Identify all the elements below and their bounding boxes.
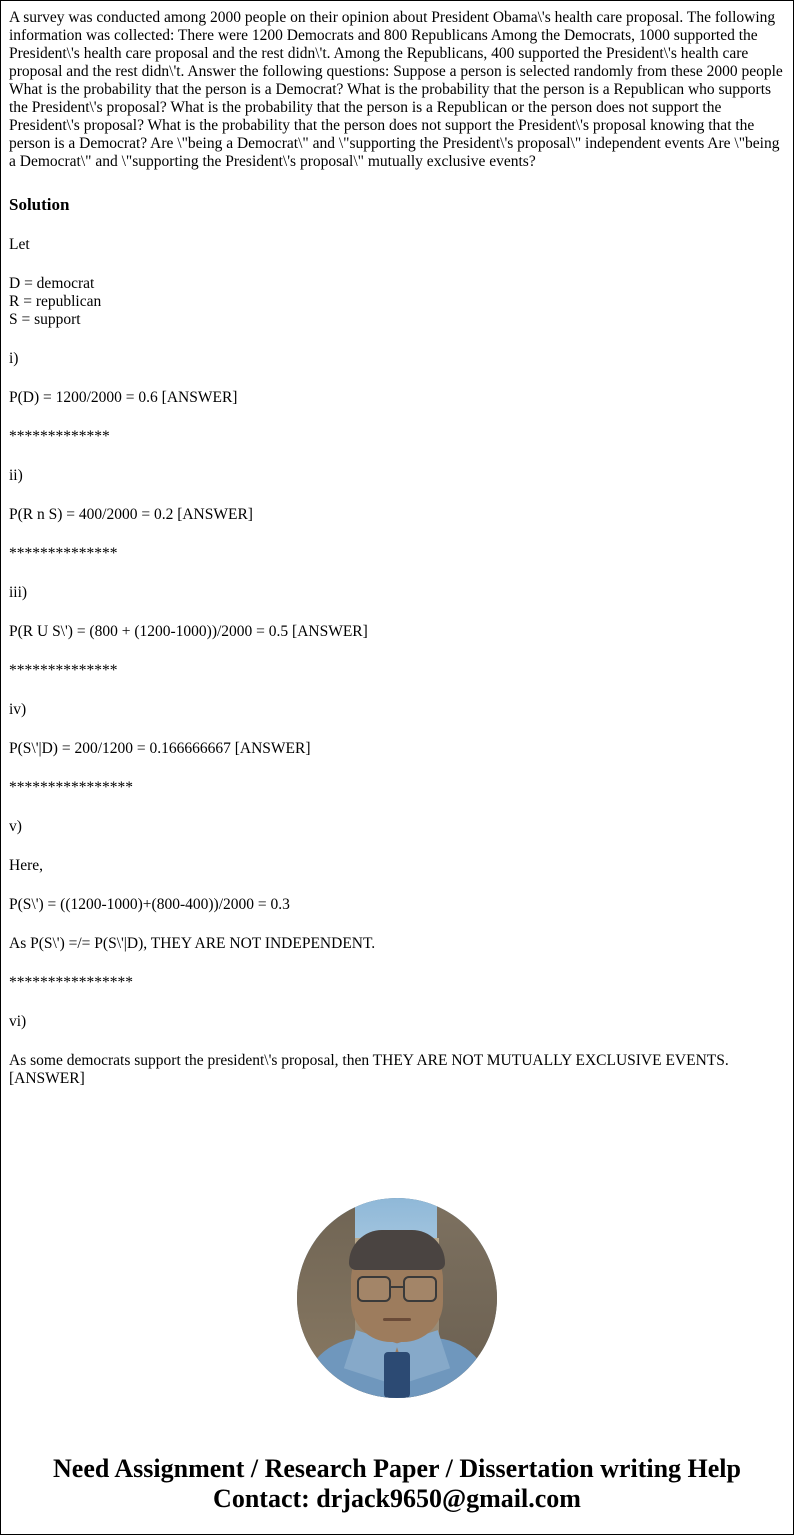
avatar bbox=[297, 1198, 497, 1398]
avatar-mouth bbox=[383, 1318, 411, 1321]
solution-heading: Solution bbox=[9, 195, 70, 214]
step-ii-separator: ************** bbox=[9, 545, 118, 562]
definition-r: R = republican bbox=[9, 293, 102, 310]
variable-definitions bbox=[9, 275, 785, 329]
step-vi-line2: [ANSWER] bbox=[9, 1070, 85, 1087]
footer-line-2: Contact: drjack9650@gmail.com bbox=[213, 1484, 581, 1513]
step-iii-number: iii) bbox=[9, 584, 28, 601]
avatar-glasses-right bbox=[403, 1276, 437, 1302]
avatar-glasses-left bbox=[357, 1276, 391, 1302]
avatar-hair bbox=[349, 1230, 445, 1270]
step-v-number: v) bbox=[9, 818, 22, 835]
step-ii-body: P(R n S) = 400/2000 = 0.2 [ANSWER] bbox=[9, 506, 253, 523]
let-label: Let bbox=[9, 236, 30, 253]
step-iv-separator: **************** bbox=[9, 779, 133, 796]
step-vi-line1: As some democrats support the president\'s proposal, then THEY ARE NOT MUTUALLY EXCLUSIVE EVENTS. bbox=[9, 1052, 729, 1069]
step-iii-body: P(R U S\') = (800 + (1200-1000))/2000 = 0.5 [ANSWER] bbox=[9, 623, 368, 640]
step-iv-number: iv) bbox=[9, 701, 27, 718]
avatar-container bbox=[9, 1198, 785, 1398]
avatar-tie bbox=[384, 1352, 410, 1398]
footer bbox=[9, 1454, 785, 1534]
step-v-separator: **************** bbox=[9, 974, 133, 991]
footer-line-1: Need Assignment / Research Paper / Dissertation writing Help bbox=[53, 1454, 741, 1483]
step-v-here: Here, bbox=[9, 857, 43, 874]
definition-d: D = democrat bbox=[9, 275, 95, 292]
step-vi-number: vi) bbox=[9, 1013, 27, 1030]
step-ii-number: ii) bbox=[9, 467, 23, 484]
step-iv-body: P(S\'|D) = 200/1200 = 0.166666667 [ANSWER] bbox=[9, 740, 311, 757]
avatar-glasses-bridge bbox=[390, 1286, 404, 1288]
step-iii-separator: ************** bbox=[9, 662, 118, 679]
step-i-body: P(D) = 1200/2000 = 0.6 [ANSWER] bbox=[9, 389, 238, 406]
question-text: A survey was conducted among 2000 people on their opinion about President Obama\'s health care proposal. The following information was collected: There were 1200 Democrats and 800 Republicans Among the Democrats, 1000 supported the President\'s health care proposal and the rest didn\'t. Among the Republicans, 400 supported the President\'s health care proposal and the rest didn\'t. Answer the following questions: Suppose a person is selected randomly from these 2000 people What is the probability that the person is a Democrat? What is the probability that the person is a Republican who supports the President\'s proposal? What is the probability that the person is a Republican or the person does not support the President\'s proposal? What is the probability that the person does not support the President\'s proposal knowing that the person is a Democrat? Are \"being a Democrat\" and \"supporting the President\'s proposal\" independent events Are \"being a Democrat\" and \"supporting the President\'s proposal\" mutually exclusive events? bbox=[9, 9, 783, 170]
step-v-line2: As P(S\') =/= P(S\'|D), THEY ARE NOT INDEPENDENT. bbox=[9, 935, 376, 952]
step-i-number: i) bbox=[9, 350, 19, 367]
step-i-separator: ************* bbox=[9, 428, 110, 445]
definition-s: S = support bbox=[9, 311, 81, 328]
step-v-line1: P(S\') = ((1200-1000)+(800-400))/2000 = 0.3 bbox=[9, 896, 290, 913]
